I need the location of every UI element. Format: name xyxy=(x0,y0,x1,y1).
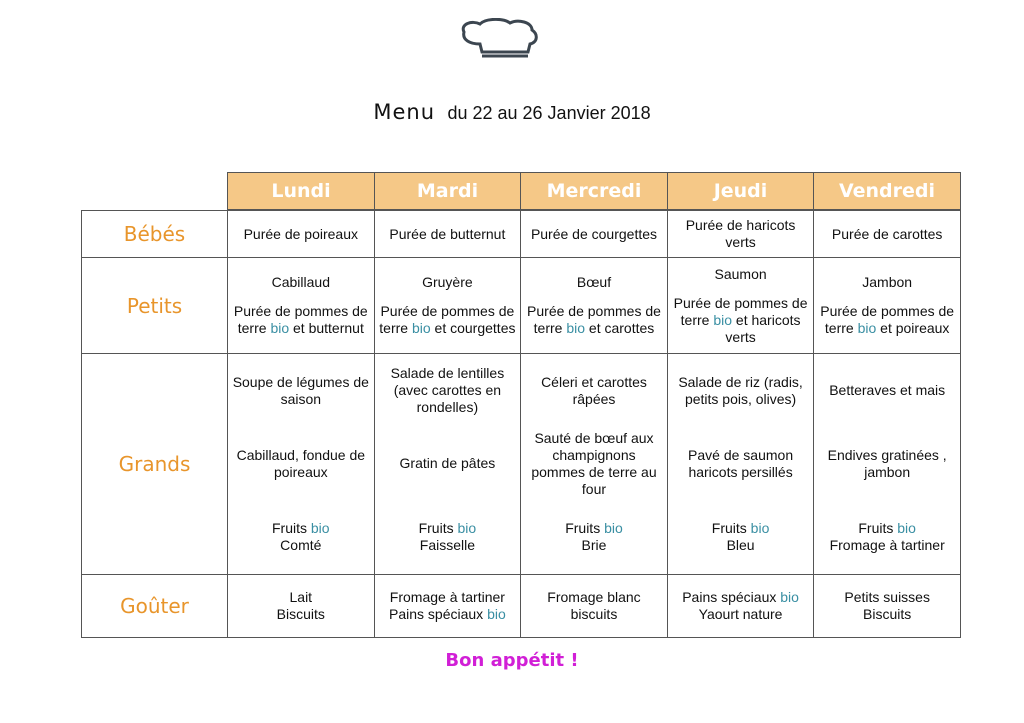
days-header xyxy=(227,172,961,210)
menu-cell: Purée de carottes xyxy=(831,225,943,242)
row-grands xyxy=(81,354,961,575)
menu-cell xyxy=(521,258,668,353)
menu-cell xyxy=(228,575,375,637)
menu-cell xyxy=(668,258,815,353)
day-header: Vendredi xyxy=(813,172,961,210)
main-dish: Bœuf xyxy=(576,274,612,290)
cheese-text: Comté xyxy=(280,537,322,554)
side-text: Purée de pommes de terre xyxy=(673,294,808,328)
main-course-text: Sauté de bœuf aux champignons pommes de terre au four xyxy=(531,429,657,497)
menu-cell xyxy=(375,258,522,353)
bio-label: bio xyxy=(310,520,330,537)
row-bebes xyxy=(81,210,961,258)
menu-cell xyxy=(668,354,815,574)
bio-label: bio xyxy=(487,606,506,622)
snack-line xyxy=(863,606,911,623)
dessert xyxy=(814,501,960,574)
snack-line xyxy=(571,606,618,623)
bio-label: bio xyxy=(897,520,916,537)
snack-line xyxy=(390,589,505,606)
bio-label: bio xyxy=(750,520,770,537)
menu-cell xyxy=(521,575,668,637)
main-course xyxy=(814,427,960,500)
menu-table xyxy=(81,210,961,638)
snack-text: Fromage blanc xyxy=(547,589,641,605)
snack-line xyxy=(389,606,506,623)
snack-text: Fromage à tartiner xyxy=(389,589,505,605)
side-text: et carottes xyxy=(588,320,655,336)
menu-cell xyxy=(814,258,960,353)
bio-label: bio xyxy=(457,520,477,537)
starter-text: Céleri et carottes râpées xyxy=(541,373,647,407)
dessert xyxy=(521,501,667,574)
menu-cell: Purée de courgettes xyxy=(521,211,668,257)
menu-cell: Purée de butternut xyxy=(375,211,522,257)
side-dish xyxy=(818,303,956,337)
menu-cell xyxy=(521,354,668,574)
main-course xyxy=(228,427,374,500)
side-text: Purée de pommes de terre xyxy=(820,303,955,336)
bio-label: bio xyxy=(604,520,623,537)
side-dish xyxy=(672,295,810,346)
snack-text: biscuits xyxy=(570,606,618,622)
cheese-text: Faisselle xyxy=(419,537,476,554)
menu-cell xyxy=(814,354,960,574)
day-header: Jeudi xyxy=(667,172,815,210)
fruits-line xyxy=(858,520,916,537)
row-gouter xyxy=(81,575,961,638)
fruits-line xyxy=(565,520,623,537)
cheese-text: Brie xyxy=(581,537,607,554)
starter-text: Salade de riz (radis, petits pois, olives) xyxy=(678,373,803,407)
bio-label: bio xyxy=(411,320,431,336)
starter xyxy=(228,354,374,427)
side-text: Purée de pommes de terre xyxy=(233,303,368,336)
main-course xyxy=(521,427,667,500)
snack-line xyxy=(547,589,640,606)
side-dish xyxy=(232,303,370,337)
snack-line xyxy=(682,589,799,606)
main-course-text: Pavé de saumon haricots persillés xyxy=(688,446,794,480)
menu-cell: Purée de haricots verts xyxy=(668,211,815,257)
fruits-text: Fruits xyxy=(272,520,307,537)
side-dish xyxy=(379,303,517,337)
side-text: et butternut xyxy=(293,320,364,336)
day-header: Mardi xyxy=(374,172,522,210)
main-course-text: Endives gratinées , jambon xyxy=(827,446,947,480)
fruits-line xyxy=(419,520,477,537)
main-course xyxy=(668,427,814,500)
bio-label: bio xyxy=(713,311,733,328)
fruits-line xyxy=(712,520,770,537)
snack-line xyxy=(290,589,313,606)
starter xyxy=(521,354,667,427)
bio-label: bio xyxy=(857,320,877,336)
row-label: Bébés xyxy=(82,211,228,257)
main-course-text: Cabillaud, fondue de poireaux xyxy=(236,446,366,480)
snack-line xyxy=(277,606,325,623)
title-menu: Menu xyxy=(373,100,436,124)
side-text: Purée de pommes de terre xyxy=(379,303,515,336)
bio-label: bio xyxy=(780,589,799,605)
menu-cell xyxy=(375,354,522,574)
fruits-text: Fruits xyxy=(711,520,747,537)
side-text: et haricots verts xyxy=(725,311,801,345)
starter-text: Betteraves et mais xyxy=(829,382,946,399)
snack-text: Yaourt nature xyxy=(698,606,783,622)
page-title xyxy=(0,100,1024,124)
snack-text: Pains spéciaux xyxy=(682,589,777,605)
row-label: Goûter xyxy=(82,575,228,637)
bio-label: bio xyxy=(566,320,586,336)
snack-text: Biscuits xyxy=(863,606,912,622)
main-dish: Cabillaud xyxy=(271,274,330,290)
dessert xyxy=(668,501,814,574)
fruits-text: Fruits xyxy=(858,520,894,537)
snack-line xyxy=(844,589,930,606)
fruits-text: Fruits xyxy=(565,520,601,537)
day-header: Lundi xyxy=(227,172,375,210)
snack-line xyxy=(699,606,783,623)
bio-label: bio xyxy=(270,320,290,336)
fruits-line xyxy=(272,520,330,537)
side-dish xyxy=(525,303,663,337)
snack-text: Petits suisses xyxy=(844,589,930,605)
menu-cell: Purée de poireaux xyxy=(228,211,375,257)
footer-text: Bon appétit ! xyxy=(445,650,579,671)
side-text: et poireaux xyxy=(880,320,950,336)
dessert xyxy=(375,501,521,574)
row-label: Grands xyxy=(82,354,228,574)
starter-text: Salade de lentilles (avec carottes en rondelles) xyxy=(390,365,505,416)
day-header: Mercredi xyxy=(520,172,668,210)
row-petits xyxy=(81,258,961,354)
snack-text: Lait xyxy=(289,589,313,605)
fruits-text: Fruits xyxy=(418,520,454,537)
starter xyxy=(668,354,814,427)
starter xyxy=(814,354,960,427)
main-dish: Saumon xyxy=(714,265,767,282)
main-course-text: Gratin de pâtes xyxy=(399,455,496,472)
menu-cell xyxy=(814,575,960,637)
side-text: Purée de pommes de terre xyxy=(527,303,661,336)
title-dates: du 22 au 26 Janvier 2018 xyxy=(447,103,651,123)
chef-hat-icon xyxy=(458,18,544,64)
cheese-text: Bleu xyxy=(726,537,755,554)
row-label: Petits xyxy=(82,258,228,353)
menu-cell xyxy=(228,258,375,353)
main-dish: Jambon xyxy=(862,274,913,290)
side-text: et courgettes xyxy=(434,320,516,336)
menu-cell xyxy=(375,575,522,637)
main-course xyxy=(375,427,521,500)
menu-cell xyxy=(228,354,375,574)
menu-cell xyxy=(668,575,815,637)
snack-text: Biscuits xyxy=(276,606,325,622)
cheese-text: Fromage à tartiner xyxy=(829,537,945,554)
starter xyxy=(375,354,521,427)
snack-text: Pains spéciaux xyxy=(389,606,484,622)
starter-text: Soupe de légumes de saison xyxy=(232,373,369,407)
dessert xyxy=(228,501,374,574)
main-dish: Gruyère xyxy=(422,274,473,290)
